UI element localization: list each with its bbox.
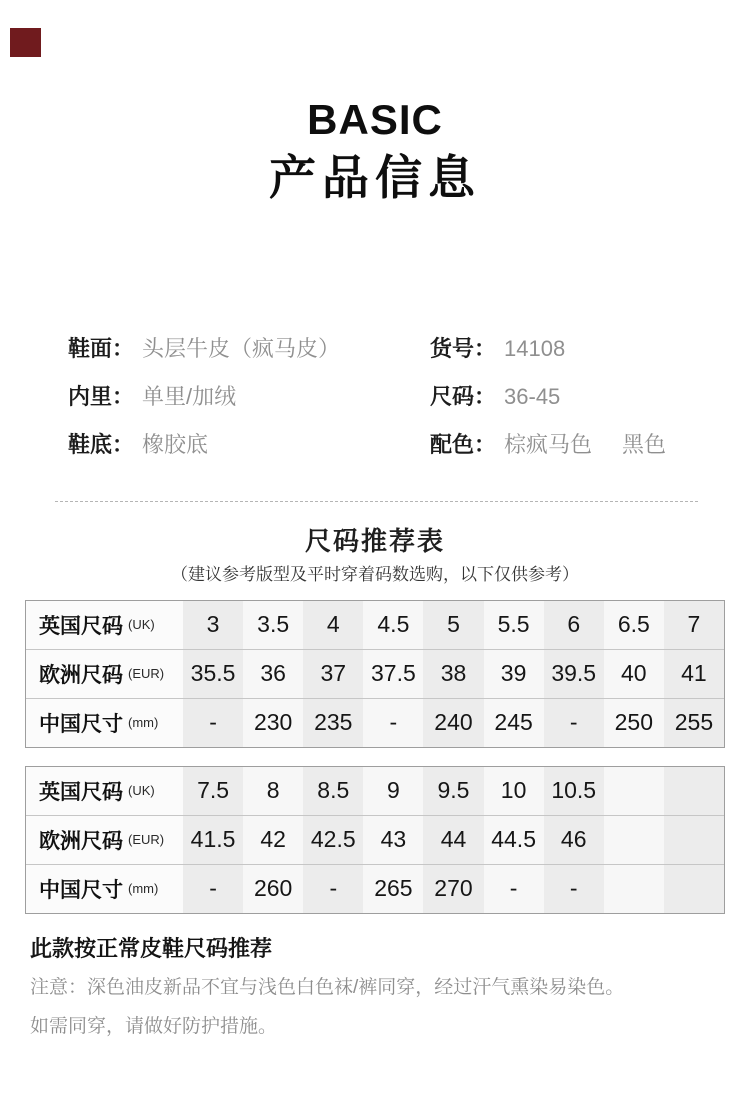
size-table-subtitle: （建议参考版型及平时穿着码数选购，以下仅供参考） [171, 564, 579, 584]
spec-row [430, 431, 667, 457]
size-cell: 46 [544, 816, 604, 864]
size-cell: 44.5 [484, 816, 544, 864]
spec-value: 橡胶底 [142, 431, 209, 457]
size-row-unit: (UK) [128, 617, 155, 633]
spec-column [430, 335, 667, 482]
spec-label: 鞋面： [68, 335, 135, 361]
size-row-label: 欧洲尺码 [39, 663, 123, 687]
size-row-header [26, 865, 183, 913]
size-row-label: 英国尺码 [39, 780, 123, 804]
size-cell: 240 [423, 699, 483, 747]
size-cell: 250 [604, 699, 664, 747]
spec-row [68, 335, 430, 361]
spec-row [68, 431, 430, 457]
brand-title: BASIC [307, 96, 443, 143]
size-cell: 3 [183, 601, 243, 649]
size-table [25, 766, 725, 914]
size-table-row [26, 698, 724, 747]
size-row-unit: (UK) [128, 783, 155, 799]
spec-row [430, 335, 666, 361]
size-row-header [26, 699, 183, 747]
size-row-header [26, 816, 183, 864]
size-row-unit: (EUR) [128, 666, 165, 682]
size-cell: 8 [243, 767, 303, 815]
size-cell: 9 [363, 767, 423, 815]
size-cell: - [363, 699, 423, 747]
spec-row [430, 383, 666, 409]
spec-value: 头层牛皮（疯马皮） [142, 335, 341, 361]
size-cell: 39.5 [544, 650, 604, 698]
size-cell: 230 [243, 699, 303, 747]
spec-label: 鞋底： [68, 431, 135, 457]
spec-value: 棕疯马色 [504, 431, 593, 457]
size-cell: 255 [664, 699, 724, 747]
size-cell: 9.5 [423, 767, 483, 815]
size-cell: 270 [423, 865, 483, 913]
size-cell: 10.5 [544, 767, 604, 815]
size-tables [25, 600, 725, 914]
size-row-unit: (mm) [128, 715, 159, 731]
size-recommendation: 此款按正常皮鞋尺码推荐 [30, 935, 273, 961]
size-cell [604, 816, 664, 864]
size-cell: 235 [303, 699, 363, 747]
size-table-row [26, 864, 724, 913]
care-note-line1: 注意：深色油皮新品不宜与浅色白色袜/裤同穿，经过汗气熏染易染色。 [30, 976, 625, 998]
size-cell: 41.5 [183, 816, 243, 864]
spec-value: 14108 [504, 335, 566, 361]
spec-value: 36-45 [504, 383, 561, 409]
size-cell: 6.5 [604, 601, 664, 649]
size-table-title: 尺码推荐表 [304, 525, 445, 556]
spec-value: 黑色 [622, 431, 667, 457]
size-cell [604, 767, 664, 815]
size-cell: 3.5 [243, 601, 303, 649]
size-cell: 5 [423, 601, 483, 649]
size-cell: - [183, 865, 243, 913]
spec-label: 货号： [430, 335, 497, 361]
size-cell: 6 [544, 601, 604, 649]
size-cell: 41 [664, 650, 724, 698]
size-table-row [26, 649, 724, 698]
spec-value: 单里/加绒 [142, 383, 237, 409]
size-cell: 40 [604, 650, 664, 698]
size-row-unit: (mm) [128, 881, 159, 897]
size-row-header [26, 767, 183, 815]
size-cell: 265 [363, 865, 423, 913]
size-row-label: 中国尺寸 [39, 878, 123, 902]
size-cell: 42 [243, 816, 303, 864]
size-cell: 4 [303, 601, 363, 649]
size-cell [604, 865, 664, 913]
size-row-header [26, 601, 183, 649]
size-cell: 42.5 [303, 816, 363, 864]
size-cell: 36 [243, 650, 303, 698]
size-row-header [26, 650, 183, 698]
size-cell: - [183, 699, 243, 747]
size-cell: - [484, 865, 544, 913]
size-cell: - [544, 865, 604, 913]
size-row-label: 欧洲尺码 [39, 829, 123, 853]
size-cell: 39 [484, 650, 544, 698]
size-cell: 35.5 [183, 650, 243, 698]
size-row-unit: (EUR) [128, 832, 165, 848]
red-marker [10, 28, 41, 57]
size-table-row [26, 815, 724, 864]
spec-label: 内里： [68, 383, 135, 409]
spec-label: 配色： [430, 431, 497, 457]
care-note-line2: 如需同穿，请做好防护措施。 [30, 1016, 278, 1038]
size-cell [664, 865, 724, 913]
spec-row [68, 383, 430, 409]
size-cell: 43 [363, 816, 423, 864]
size-table-row [26, 767, 724, 815]
size-cell: 4.5 [363, 601, 423, 649]
spec-label: 尺码： [430, 383, 497, 409]
size-cell: 44 [423, 816, 483, 864]
spec-list [0, 335, 750, 482]
size-cell: 10 [484, 767, 544, 815]
size-cell: 7.5 [183, 767, 243, 815]
size-cell: 38 [423, 650, 483, 698]
size-cell: 260 [243, 865, 303, 913]
spec-column [68, 335, 430, 482]
size-cell: 37.5 [363, 650, 423, 698]
size-cell: 7 [664, 601, 724, 649]
size-cell [664, 767, 724, 815]
dashed-divider [55, 501, 698, 502]
size-row-label: 中国尺寸 [39, 712, 123, 736]
size-row-label: 英国尺码 [39, 614, 123, 638]
size-table [25, 600, 725, 748]
size-cell: 5.5 [484, 601, 544, 649]
size-cell: 245 [484, 699, 544, 747]
size-cell: - [303, 865, 363, 913]
size-cell: 8.5 [303, 767, 363, 815]
size-cell: 37 [303, 650, 363, 698]
size-table-row [26, 601, 724, 649]
size-cell: - [544, 699, 604, 747]
size-cell [664, 816, 724, 864]
page-title: 产品信息 [269, 151, 481, 204]
